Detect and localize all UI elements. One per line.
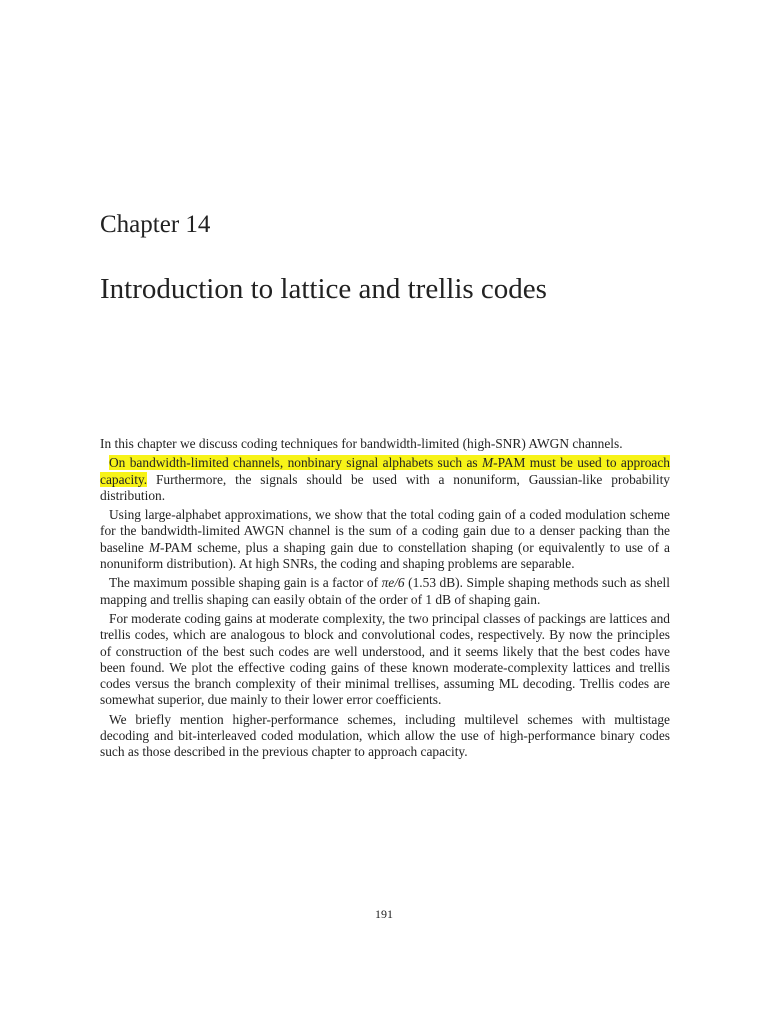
page-number: 191: [375, 907, 393, 921]
highlight-part: On bandwidth-limited channels, nonbinary signal alphabets such as: [109, 455, 482, 471]
chapter-label: Chapter 14: [100, 211, 211, 238]
paragraph-capacity: [100, 455, 670, 504]
paragraph-text: (1.53 dB). Simple shaping methods such as shell mapping and trellis shaping can easily obtain of the order of 1 dB of shaping gain.: [100, 575, 671, 607]
paragraph-lattices: For moderate coding gains at moderate complexity, the two principal classes of packings are lattices and trellis codes, which are analogous to block and convolutional codes, respectively. By now the principles of construction of the best such codes are well understood, and it seems likely that the best codes have been found. We plot the effective coding gains of these known moderate-complexity lattices and trellis codes versus the branch complexity of their minimal trellises, assuming ML decoding. Trellis codes are somewhat superior, due mainly to their lower error coefficients.: [100, 610, 670, 708]
math-m: M: [482, 455, 494, 471]
paragraph-text: Using large-alphabet approximations, we show that the total coding gain of a coded modulation scheme for the bandwidth-limited AWGN channel is the sum of a coding gain due to a denser packing than the baseline: [100, 507, 670, 555]
paragraph-text: -PAM scheme, plus a shaping gain due to constellation shaping (or equivalently to use of a nonuniform distribution). At high SNRs, the coding and shaping problems are separable.: [100, 539, 670, 572]
paragraph-text: The maximum possible shaping gain is a factor of: [109, 575, 382, 591]
highlight-part: -PAM must be used to approach capacity.: [100, 455, 670, 487]
chapter-title: Introduction to lattice and trellis codes: [100, 273, 547, 305]
chapter-body: [100, 436, 670, 764]
paragraph-higher-performance: We briefly mention higher-performance schemes, including multilevel schemes with multistage decoding and bit-interleaved coded modulation, which allow the use of high-performance binary codes such as those described in the previous chapter to approach capacity.: [100, 711, 670, 760]
paragraph-shaping: [100, 575, 670, 608]
paragraph-intro: In this chapter we discuss coding techniques for bandwidth-limited (high-SNR) AWGN channels.: [100, 436, 623, 451]
math-pie-over-6: πe/6: [381, 575, 405, 591]
math-m: M: [148, 539, 160, 555]
paragraph-coding-gain: [100, 507, 670, 572]
paragraph-text: Furthermore, the signals should be used with a nonuniform, Gaussian-like probability distribution.: [100, 471, 670, 503]
